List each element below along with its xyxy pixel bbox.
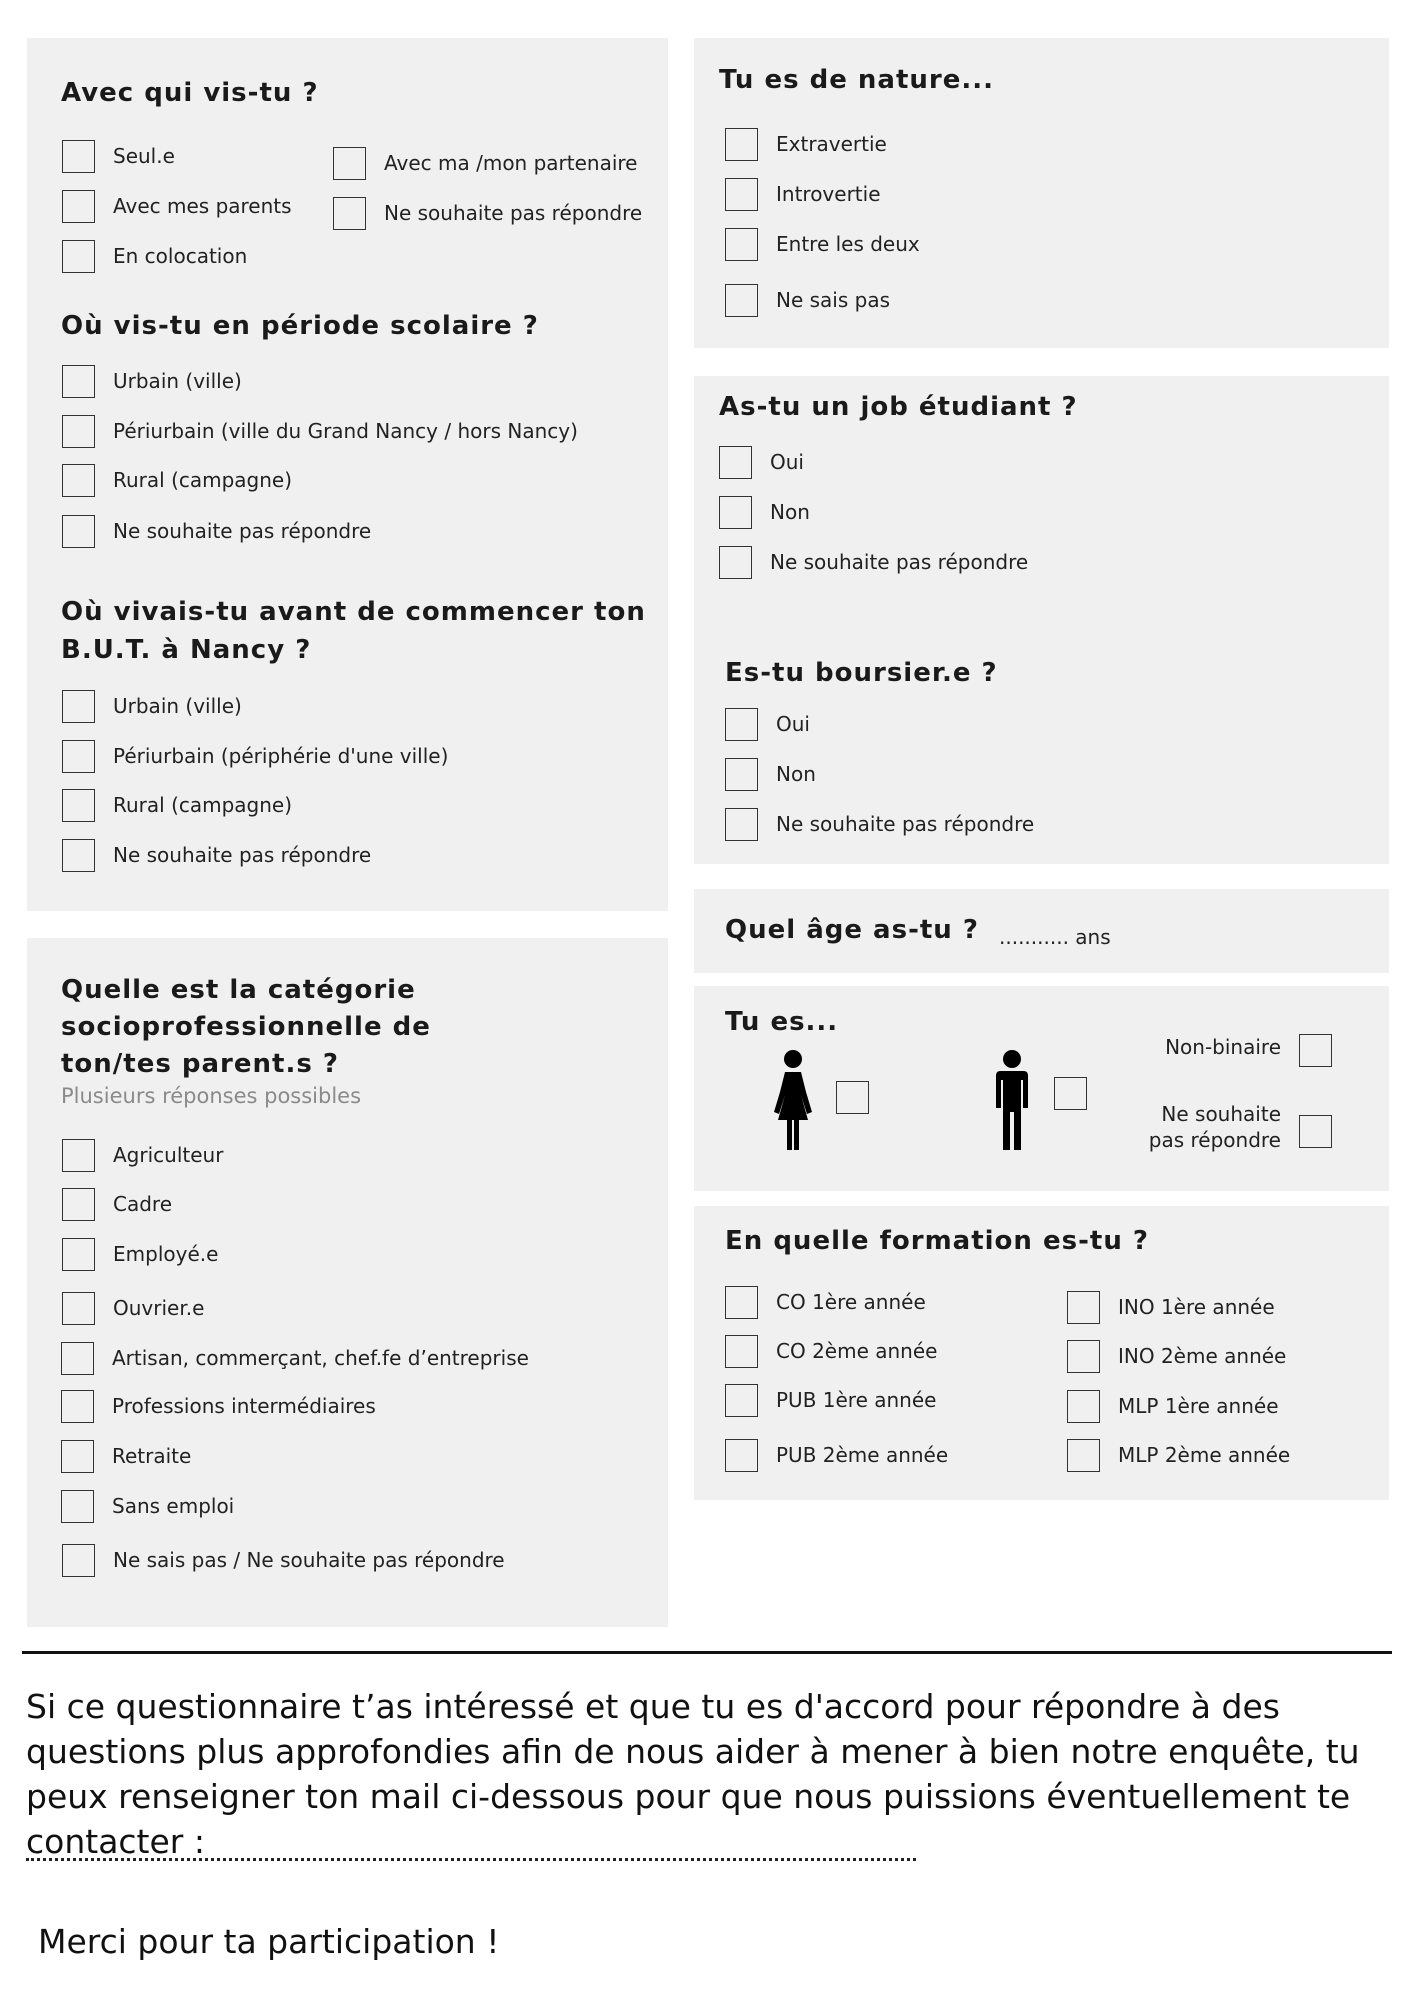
female-person-icon	[770, 1050, 816, 1152]
checkbox[interactable]	[62, 1238, 95, 1271]
option-label: Urbain (ville)	[113, 694, 242, 718]
checkbox[interactable]	[725, 1286, 758, 1319]
option-label: Ne souhaite pas répondre	[770, 550, 1029, 574]
contact-paragraph: Si ce questionnaire t’as intéressé et que tu es d'accord pour répondre à des questions plus approfondies afin de nous aider à mener à bien notre enquête, tu peux renseigner ton mail ci-dessous pour que nous puissions éventuellement te contacter :	[26, 1687, 1360, 1861]
option-label: PUB 1ère année	[776, 1388, 937, 1412]
option-label: Urbain (ville)	[113, 369, 242, 393]
checkbox[interactable]	[62, 1139, 95, 1172]
option-label: Oui	[770, 450, 804, 474]
option-non[interactable]	[719, 494, 810, 530]
checkbox[interactable]	[62, 365, 95, 398]
checkbox[interactable]	[62, 1292, 95, 1325]
checkbox[interactable]	[719, 496, 752, 529]
panel-nature	[694, 38, 1389, 348]
option-rural[interactable]	[62, 462, 292, 498]
checkbox-female[interactable]	[836, 1081, 869, 1114]
checkbox[interactable]	[62, 190, 95, 223]
option-ouvrier[interactable]	[62, 1290, 204, 1326]
option-label: Professions intermédiaires	[112, 1394, 376, 1418]
option-label: Oui	[776, 712, 810, 736]
option-label: Ne souhaite pas répondre	[113, 843, 372, 867]
option-pub-2[interactable]	[725, 1437, 948, 1473]
divider	[22, 1651, 1392, 1654]
option-rural[interactable]	[62, 787, 292, 823]
checkbox[interactable]	[719, 546, 752, 579]
checkbox[interactable]	[725, 708, 758, 741]
option-label: Artisan, commerçant, chef.fe d’entreprise	[112, 1346, 529, 1370]
checkbox[interactable]	[61, 1390, 94, 1423]
option-label: Ne souhaite pas répondre	[776, 812, 1035, 836]
option-agriculteur[interactable]	[62, 1137, 223, 1173]
checkbox[interactable]	[725, 228, 758, 261]
option-ne-sais-pas[interactable]	[62, 1542, 505, 1578]
option-entre-les-deux[interactable]	[725, 226, 920, 262]
option-label: Ne sais pas / Ne souhaite pas répondre	[113, 1548, 505, 1572]
checkbox[interactable]	[62, 1544, 95, 1577]
checkbox[interactable]	[62, 515, 95, 548]
thanks-message: Merci pour ta participation !	[38, 1922, 500, 1961]
option-label: Avec mes parents	[113, 194, 292, 218]
checkbox[interactable]	[61, 1342, 94, 1375]
checkbox[interactable]	[62, 140, 95, 173]
option-label: Rural (campagne)	[113, 793, 293, 817]
option-label: En colocation	[113, 244, 248, 268]
checkbox[interactable]	[725, 808, 758, 841]
option-pub-1[interactable]	[725, 1382, 936, 1418]
option-label: INO 2ème année	[1118, 1344, 1287, 1368]
checkbox[interactable]	[1067, 1390, 1100, 1423]
option-label: MLP 1ère année	[1118, 1394, 1279, 1418]
option-label: CO 2ème année	[776, 1339, 938, 1363]
option-no-answer[interactable]	[333, 195, 642, 231]
option-label: Entre les deux	[776, 232, 920, 256]
option-label: Employé.e	[113, 1242, 219, 1266]
option-label: Non	[770, 500, 810, 524]
option-label: Extravertie	[776, 132, 887, 156]
option-ino-1[interactable]	[1067, 1289, 1275, 1325]
checkbox[interactable]	[725, 284, 758, 317]
option-mlp-1[interactable]	[1067, 1388, 1279, 1424]
question-formation: En quelle formation es-tu ?	[725, 1226, 1149, 1256]
checkbox[interactable]	[725, 128, 758, 161]
option-seul[interactable]	[62, 138, 175, 174]
option-partenaire[interactable]	[333, 145, 638, 181]
checkbox[interactable]	[1067, 1340, 1100, 1373]
option-colocation[interactable]	[62, 238, 247, 274]
checkbox[interactable]	[62, 690, 95, 723]
option-co-2[interactable]	[725, 1333, 937, 1369]
question-who-live-with: Avec qui vis-tu ?	[61, 78, 319, 108]
option-label: Périurbain (périphérie d'une ville)	[113, 744, 449, 768]
male-person-icon	[990, 1050, 1034, 1152]
option-label: INO 1ère année	[1118, 1295, 1275, 1319]
question-scholarship: Es-tu boursier.e ?	[725, 658, 998, 688]
option-employe[interactable]	[62, 1236, 218, 1272]
checkbox[interactable]	[333, 197, 366, 230]
checkbox[interactable]	[725, 758, 758, 791]
option-ino-2[interactable]	[1067, 1338, 1286, 1374]
panel-living-situation	[27, 38, 668, 911]
option-label: MLP 2ème année	[1118, 1443, 1291, 1467]
question-student-job: As-tu un job étudiant ?	[719, 392, 1078, 422]
checkbox[interactable]	[62, 740, 95, 773]
option-label: Périurbain (ville du Grand Nancy / hors Nancy)	[113, 419, 578, 443]
option-urbain[interactable]	[62, 688, 242, 724]
label-no-answer-line2: pas répondre	[1148, 1128, 1281, 1152]
checkbox-no-answer[interactable]	[1299, 1115, 1332, 1148]
option-sans-emploi[interactable]	[61, 1488, 234, 1524]
checkbox[interactable]	[1067, 1439, 1100, 1472]
checkbox[interactable]	[725, 1335, 758, 1368]
option-label: Seul.e	[113, 144, 175, 168]
panel-parents-category	[27, 938, 668, 1627]
option-retraite[interactable]	[61, 1438, 191, 1474]
option-periurbain[interactable]	[62, 413, 578, 449]
email-input-line[interactable]	[26, 1852, 916, 1861]
option-ne-sais-pas[interactable]	[725, 282, 890, 318]
option-non[interactable]	[725, 756, 816, 792]
option-label: Non	[776, 762, 816, 786]
checkbox[interactable]	[725, 1439, 758, 1472]
option-cadre[interactable]	[62, 1186, 172, 1222]
option-label: Avec ma /mon partenaire	[384, 151, 638, 175]
checkbox[interactable]	[62, 839, 95, 872]
option-parents[interactable]	[62, 188, 292, 224]
age-input[interactable]: ........... ans	[999, 925, 1111, 949]
option-label: Sans emploi	[112, 1494, 235, 1518]
question-gender: Tu es...	[725, 1007, 839, 1037]
option-label: Agriculteur	[113, 1143, 224, 1167]
panel-age	[694, 889, 1389, 973]
question-age: Quel âge as-tu ?	[725, 915, 979, 945]
checkbox[interactable]	[62, 240, 95, 273]
question-parents-category-line1: Quelle est la catégorie	[61, 975, 416, 1005]
option-co-1[interactable]	[725, 1284, 926, 1320]
option-no-answer[interactable]	[62, 837, 371, 873]
option-no-answer[interactable]	[62, 513, 371, 549]
checkbox[interactable]	[62, 1188, 95, 1221]
question-where-lived-before-line1: Où vivais-tu avant de commencer ton	[61, 597, 646, 627]
option-artisan[interactable]	[61, 1340, 529, 1376]
label-non-binary: Non-binaire	[1165, 1035, 1281, 1059]
checkbox[interactable]	[62, 789, 95, 822]
option-label: PUB 2ème année	[776, 1443, 949, 1467]
checkbox[interactable]	[61, 1490, 94, 1523]
option-label: Retraite	[112, 1444, 192, 1468]
question-where-lived-before-line2: B.U.T. à Nancy ?	[61, 635, 312, 665]
hint-multiple-answers: Plusieurs réponses possibles	[61, 1084, 362, 1108]
option-label: Ouvrier.e	[113, 1296, 205, 1320]
option-no-answer[interactable]	[719, 544, 1028, 580]
option-mlp-2[interactable]	[1067, 1437, 1290, 1473]
checkbox-non-binary[interactable]	[1299, 1034, 1332, 1067]
checkbox[interactable]	[1067, 1291, 1100, 1324]
checkbox[interactable]	[62, 464, 95, 497]
option-label: Rural (campagne)	[113, 468, 293, 492]
checkbox[interactable]	[333, 147, 366, 180]
checkbox[interactable]	[61, 1440, 94, 1473]
checkbox-male[interactable]	[1054, 1077, 1087, 1110]
checkbox[interactable]	[725, 178, 758, 211]
option-professions-intermediaires[interactable]	[61, 1388, 376, 1424]
question-parents-category-line2: socioprofessionnelle de	[61, 1012, 431, 1042]
panel-formation	[694, 1206, 1389, 1500]
panel-gender	[694, 986, 1389, 1191]
option-label: Ne sais pas	[776, 288, 891, 312]
option-label: Cadre	[113, 1192, 173, 1216]
option-no-answer[interactable]	[725, 806, 1034, 842]
question-where-live-school: Où vis-tu en période scolaire ?	[61, 311, 539, 341]
option-label: CO 1ère année	[776, 1290, 926, 1314]
question-parents-category-line3: ton/tes parent.s ?	[61, 1049, 339, 1079]
option-periurbain[interactable]	[62, 738, 448, 774]
option-extravertie[interactable]	[725, 126, 887, 162]
option-label: Ne souhaite pas répondre	[384, 201, 643, 225]
checkbox[interactable]	[719, 446, 752, 479]
label-no-answer-line1: Ne souhaite	[1161, 1102, 1281, 1126]
option-oui[interactable]	[725, 706, 810, 742]
option-label: Introvertie	[776, 182, 881, 206]
option-label: Ne souhaite pas répondre	[113, 519, 372, 543]
option-introvertie[interactable]	[725, 176, 881, 212]
option-oui[interactable]	[719, 444, 804, 480]
checkbox[interactable]	[725, 1384, 758, 1417]
checkbox[interactable]	[62, 415, 95, 448]
option-urbain[interactable]	[62, 363, 242, 399]
panel-job-scholarship	[694, 376, 1389, 864]
question-nature: Tu es de nature...	[719, 65, 994, 95]
